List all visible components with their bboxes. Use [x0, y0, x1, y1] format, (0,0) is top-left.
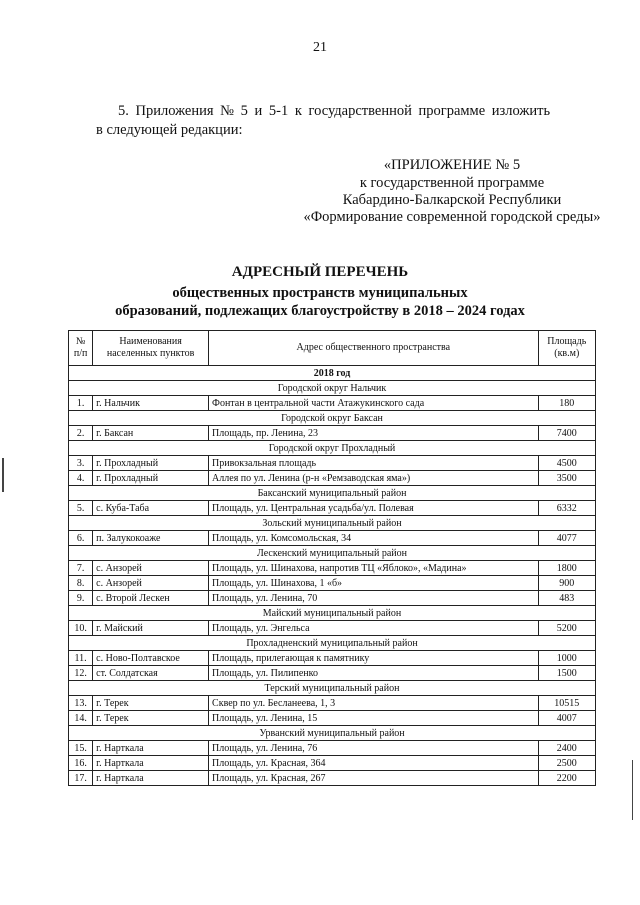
row-locality: г. Терек	[93, 696, 209, 711]
row-area: 3500	[538, 471, 595, 486]
row-area: 2500	[538, 756, 595, 771]
row-area: 2400	[538, 741, 595, 756]
row-address: Площадь, ул. Шинахова, напротив ТЦ «Яблоко», «Мадина»	[209, 561, 539, 576]
appendix-line2: к государственной программе	[359, 175, 545, 191]
row-num: 2.	[69, 426, 93, 441]
row-address: Фонтан в центральной части Атажукинского сада	[209, 396, 539, 411]
row-locality: г. Нарткала	[93, 741, 209, 756]
appendix-title: «ПРИЛОЖЕНИЕ № 5	[383, 157, 521, 173]
row-address: Площадь, ул. Центральная усадьба/ул. Полевая	[209, 501, 539, 516]
row-address: Площадь, ул. Ленина, 76	[209, 741, 539, 756]
row-area: 1800	[538, 561, 595, 576]
row-address: Площадь, ул. Пилипенко	[209, 666, 539, 681]
group-name: Городской округ Нальчик	[69, 381, 596, 396]
row-num: 10.	[69, 621, 93, 636]
row-area: 4500	[538, 456, 595, 471]
group-row	[69, 726, 596, 741]
intro-paragraph-line1: 5. Приложения № 5 и 5-1 к государственной программе изложить	[118, 103, 551, 119]
row-locality: г. Баксан	[93, 426, 209, 441]
group-name: Городской округ Баксан	[69, 411, 596, 426]
appendix-line4: «Формирование современной городской среды»	[303, 209, 601, 225]
header-locality: Наименования населенных пунктов	[93, 331, 209, 366]
table-row	[69, 696, 596, 711]
row-address: Площадь, ул. Красная, 364	[209, 756, 539, 771]
group-row	[69, 516, 596, 531]
row-locality: г. Нальчик	[93, 396, 209, 411]
table-row	[69, 771, 596, 786]
row-num: 15.	[69, 741, 93, 756]
row-num: 14.	[69, 711, 93, 726]
table-row	[69, 666, 596, 681]
row-address: Площадь, ул. Ленина, 70	[209, 591, 539, 606]
row-area: 180	[538, 396, 595, 411]
group-row	[69, 441, 596, 456]
row-num: 5.	[69, 501, 93, 516]
row-num: 13.	[69, 696, 93, 711]
table-row	[69, 651, 596, 666]
row-area: 900	[538, 576, 595, 591]
group-name: Лескенский муниципальный район	[69, 546, 596, 561]
row-locality: г. Прохладный	[93, 456, 209, 471]
year-label: 2018 год	[69, 366, 596, 381]
table-row	[69, 711, 596, 726]
group-name: Майский муниципальный район	[69, 606, 596, 621]
table-body	[69, 366, 596, 786]
row-num: 6.	[69, 531, 93, 546]
table-row	[69, 561, 596, 576]
document-title: АДРЕСНЫЙ ПЕРЕЧЕНЬ	[231, 264, 409, 280]
row-address: Площадь, ул. Энгельса	[209, 621, 539, 636]
scan-edge-mark	[632, 760, 633, 820]
row-area: 7400	[538, 426, 595, 441]
row-locality: с. Ново-Полтавское	[93, 651, 209, 666]
row-address: Площадь, ул. Шинахова, 1 «б»	[209, 576, 539, 591]
row-area: 5200	[538, 621, 595, 636]
document-subtitle-line3: образований, подлежащих благоустройству в 2018 – 2024 годах	[115, 303, 525, 319]
row-address: Сквер по ул. Бесланеева, 1, 3	[209, 696, 539, 711]
row-address: Площадь, пр. Ленина, 23	[209, 426, 539, 441]
row-area: 10515	[538, 696, 595, 711]
table-row	[69, 396, 596, 411]
row-locality: г. Прохладный	[93, 471, 209, 486]
group-name: Зольский муниципальный район	[69, 516, 596, 531]
row-num: 8.	[69, 576, 93, 591]
row-num: 4.	[69, 471, 93, 486]
row-locality: с. Куба-Таба	[93, 501, 209, 516]
table-row	[69, 591, 596, 606]
table-row	[69, 501, 596, 516]
row-locality: г. Нарткала	[93, 756, 209, 771]
group-row	[69, 486, 596, 501]
row-area: 2200	[538, 771, 595, 786]
table-header-row	[69, 331, 596, 366]
group-row	[69, 411, 596, 426]
table-row	[69, 621, 596, 636]
table-row	[69, 471, 596, 486]
header-address: Адрес общественного пространства	[209, 331, 539, 366]
group-row	[69, 636, 596, 651]
table-row	[69, 576, 596, 591]
row-address: Площадь, ул. Ленина, 15	[209, 711, 539, 726]
row-area: 483	[538, 591, 595, 606]
row-num: 3.	[69, 456, 93, 471]
row-address: Привокзальная площадь	[209, 456, 539, 471]
document-subtitle-line2: общественных пространств муниципальных	[172, 285, 468, 301]
header-num: № п/п	[69, 331, 93, 366]
group-row	[69, 381, 596, 396]
table-row	[69, 741, 596, 756]
page-number: 21	[313, 40, 327, 55]
row-area: 4007	[538, 711, 595, 726]
group-name: Урванский муниципальный район	[69, 726, 596, 741]
row-locality: с. Анзорей	[93, 561, 209, 576]
row-locality: г. Нарткала	[93, 771, 209, 786]
row-address: Площадь, ул. Комсомольская, 34	[209, 531, 539, 546]
group-name: Городской округ Прохладный	[69, 441, 596, 456]
row-num: 12.	[69, 666, 93, 681]
group-row	[69, 546, 596, 561]
group-name: Терский муниципальный район	[69, 681, 596, 696]
row-num: 1.	[69, 396, 93, 411]
row-locality: с. Второй Лескен	[93, 591, 209, 606]
row-area: 1000	[538, 651, 595, 666]
row-area: 6332	[538, 501, 595, 516]
table-row	[69, 756, 596, 771]
header-area: Площадь (кв.м)	[538, 331, 595, 366]
group-name: Прохладненский муниципальный район	[69, 636, 596, 651]
table-row	[69, 456, 596, 471]
table-row	[69, 531, 596, 546]
row-area: 4077	[538, 531, 595, 546]
group-name: Баксанский муниципальный район	[69, 486, 596, 501]
row-num: 9.	[69, 591, 93, 606]
row-locality: ст. Солдатская	[93, 666, 209, 681]
row-address: Аллея по ул. Ленина (р-н «Ремзаводская яма»)	[209, 471, 539, 486]
row-locality: г. Терек	[93, 711, 209, 726]
row-address: Площадь, ул. Красная, 267	[209, 771, 539, 786]
table-row	[69, 426, 596, 441]
intro-paragraph-line2: в следующей редакции:	[96, 122, 243, 138]
row-num: 16.	[69, 756, 93, 771]
row-locality: п. Залукокоаже	[93, 531, 209, 546]
group-row	[69, 681, 596, 696]
row-locality: г. Майский	[93, 621, 209, 636]
scan-edge-mark	[2, 458, 4, 492]
row-num: 17.	[69, 771, 93, 786]
year-row	[69, 366, 596, 381]
row-locality: с. Анзорей	[93, 576, 209, 591]
row-num: 7.	[69, 561, 93, 576]
row-num: 11.	[69, 651, 93, 666]
row-address: Площадь, прилегающая к памятнику	[209, 651, 539, 666]
row-area: 1500	[538, 666, 595, 681]
appendix-line3: Кабардино-Балкарской Республики	[342, 192, 562, 208]
address-list-table	[68, 330, 596, 786]
group-row	[69, 606, 596, 621]
